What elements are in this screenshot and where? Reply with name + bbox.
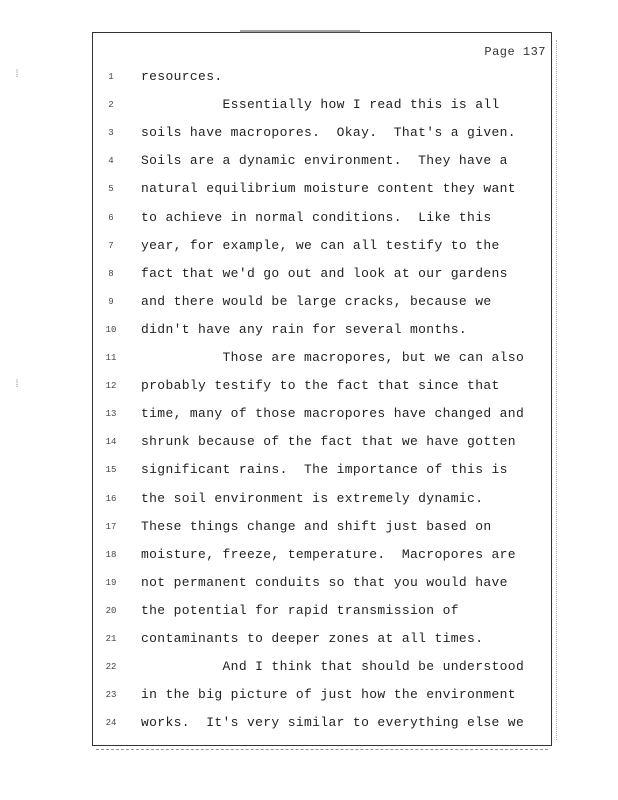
line-number: 11	[105, 353, 117, 363]
transcript-line	[0, 687, 618, 707]
line-number: 20	[105, 605, 117, 616]
transcript-line	[0, 238, 618, 258]
transcript-line	[0, 266, 618, 286]
line-text: Soils are a dynamic environment. They have a	[141, 153, 508, 169]
transcript-line	[0, 659, 618, 679]
transcript-line	[0, 294, 618, 314]
line-number: 9	[108, 296, 114, 307]
transcript-line	[0, 322, 618, 342]
line-number: 2	[108, 100, 114, 111]
margin-mark-top: ⁞	[14, 70, 21, 81]
transcript-line	[0, 406, 618, 426]
line-text: soils have macropores. Okay. That's a given.	[141, 125, 516, 141]
line-text: didn't have any rain for several months.	[141, 321, 468, 337]
line-text: the potential for rapid transmission of	[141, 602, 459, 618]
line-number: 5	[108, 184, 114, 195]
line-number: 18	[105, 549, 117, 560]
line-text: shrunk because of the fact that we have gotten	[141, 434, 516, 450]
transcript-line	[0, 97, 618, 117]
line-text: the soil environment is extremely dynamic.	[141, 490, 484, 506]
line-text: year, for example, we can all testify to the	[141, 237, 500, 253]
line-number: 4	[108, 156, 114, 167]
line-text: probably testify to the fact that since that	[141, 378, 500, 394]
transcript-line	[0, 519, 618, 539]
scan-artifact-top	[240, 30, 360, 33]
line-number: 24	[105, 718, 117, 729]
line-number: 16	[105, 493, 117, 504]
line-number: 17	[105, 521, 117, 532]
line-text: resources.	[141, 69, 223, 84]
line-number: 10	[105, 324, 117, 335]
line-text: not permanent conduits so that you would have	[141, 574, 508, 590]
line-text: These things change and shift just based on	[141, 518, 492, 534]
line-number: 19	[105, 577, 117, 588]
line-text: fact that we'd go out and look at our gardens	[141, 265, 508, 281]
line-text: in the big picture of just how the environment	[141, 687, 516, 703]
line-number: 15	[105, 465, 117, 476]
page-number: Page 137	[484, 45, 546, 59]
transcript-line	[0, 631, 618, 651]
transcript-line	[0, 491, 618, 511]
line-text: significant rains. The importance of this is	[141, 462, 508, 478]
line-text: time, many of those macropores have changed and	[141, 406, 525, 422]
line-text: Essentially how I read this is all	[141, 97, 500, 113]
transcript-line	[0, 575, 618, 595]
transcript-line	[0, 462, 618, 482]
line-text: contaminants to deeper zones at all times.	[141, 631, 484, 646]
line-number: 1	[108, 72, 114, 82]
line-number: 7	[108, 240, 114, 251]
transcript-line	[0, 210, 618, 230]
line-number: 13	[105, 409, 117, 420]
transcript-line	[0, 603, 618, 623]
line-text: Those are macropores, but we can also	[141, 350, 525, 365]
line-number: 21	[105, 634, 117, 644]
line-text: to achieve in normal conditions. Like this	[141, 209, 492, 225]
line-number: 6	[108, 212, 114, 223]
line-text: and there would be large cracks, because we	[141, 293, 492, 309]
transcript-line	[0, 547, 618, 567]
transcript-line	[0, 153, 618, 173]
transcript-line	[0, 125, 618, 145]
line-text: works. It's very similar to everything else we	[141, 715, 525, 731]
line-text: moisture, freeze, temperature. Macropores are	[141, 546, 516, 562]
transcript-line	[0, 350, 618, 370]
line-number: 14	[105, 437, 117, 448]
scan-artifact-bottom	[96, 749, 548, 753]
transcript-line	[0, 434, 618, 454]
transcript-line	[0, 378, 618, 398]
line-number: 23	[105, 690, 117, 701]
line-text: And I think that should be understood	[141, 659, 525, 675]
transcript-line	[0, 715, 618, 735]
line-number: 8	[108, 268, 114, 279]
transcript-line	[0, 69, 618, 89]
line-number: 22	[105, 662, 117, 673]
line-number: 3	[108, 128, 114, 139]
line-text: natural equilibrium moisture content they want	[141, 181, 516, 197]
margin-mark-middle: ⁞	[14, 380, 21, 391]
transcript-line	[0, 181, 618, 201]
line-number: 12	[105, 381, 117, 392]
